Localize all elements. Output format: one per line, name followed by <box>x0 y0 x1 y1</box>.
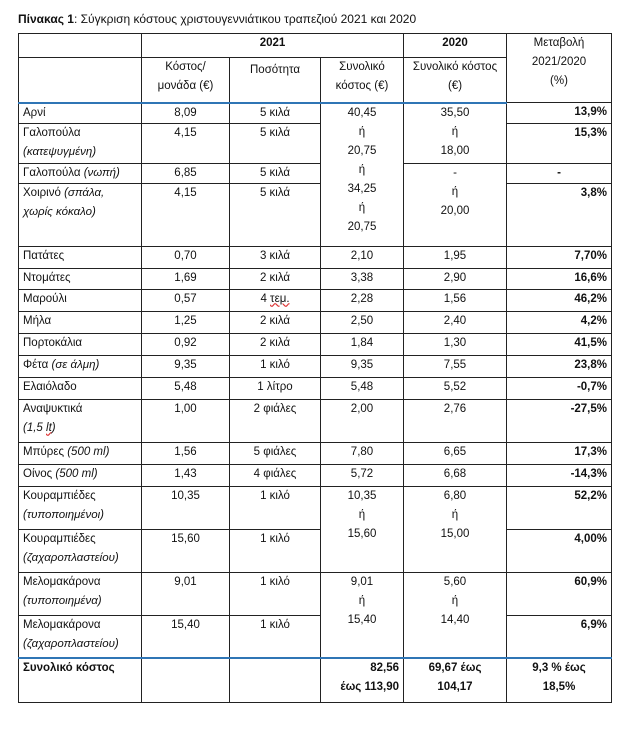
change-value: 6,9% <box>507 615 612 658</box>
kourabiedes-total-2020-value: 15,00 <box>440 527 470 540</box>
item-note: (τυποποιημένα) <box>23 594 102 607</box>
caption-text: : Σύγκριση κόστους χριστουγεννιάτικου τραπεζιού 2021 και 2020 <box>73 12 417 26</box>
item-note: (ζαχαροπλαστείου) <box>23 637 119 650</box>
table-caption <box>18 12 416 26</box>
total-change-line2: 18,5% <box>542 681 576 693</box>
meat-total-2021-value: 34,25 <box>347 182 377 195</box>
item-name: Μπύρες <box>23 445 65 458</box>
quantity: 5 κιλά <box>230 183 321 246</box>
or-word: ή <box>358 201 366 214</box>
total-row <box>19 658 612 702</box>
total-2020-line2: 104,17 <box>437 681 473 693</box>
total-2021: 2,10 <box>321 246 404 268</box>
header-empty-cell <box>19 58 142 103</box>
or-word: ή <box>358 163 366 176</box>
total-2020: 1,30 <box>404 333 507 355</box>
total-2021: 5,48 <box>321 377 404 399</box>
unit-cost: 1,56 <box>142 442 230 464</box>
melomakarona-total-2021-value: 9,01 <box>350 575 374 588</box>
meat-total-2020-value: 18,00 <box>440 144 470 157</box>
header-row-years <box>19 34 612 58</box>
table-row <box>19 486 612 529</box>
item-name-cell <box>19 399 142 442</box>
change-value: 46,2% <box>507 289 612 311</box>
melomakarona-total-2020-value: 5,60 <box>443 575 467 588</box>
table-row <box>19 333 612 355</box>
melomakarona-total-2020-value: 14,40 <box>440 613 470 626</box>
unit-cost: 4,15 <box>142 123 230 163</box>
item-name-cell <box>19 615 142 658</box>
item-note: χωρίς κόκαλο) <box>23 205 96 218</box>
item-note-part: ) <box>51 421 56 434</box>
header-unit-cost-line2: μονάδα (€) <box>157 80 214 92</box>
total-2020: 2,40 <box>404 311 507 333</box>
item-name-cell <box>19 442 142 464</box>
total-2021: 5,72 <box>321 464 404 486</box>
item-name: Μήλα <box>19 311 142 333</box>
item-name-line <box>23 184 137 203</box>
change-value: 15,3% <box>507 123 612 163</box>
quantity: 1 κιλό <box>230 572 321 615</box>
change-value: 4,2% <box>507 311 612 333</box>
table-row <box>19 355 612 377</box>
item-note-part: (1,5 <box>23 421 47 434</box>
item-name: Μαρούλι <box>19 289 142 311</box>
header-total-2020-line1: Συνολικό κόστος <box>412 61 498 73</box>
quantity-unit: τεμ. <box>270 292 290 305</box>
header-total-2020-line2: (€) <box>447 80 463 92</box>
meat-total-2021-value: 40,45 <box>347 106 377 119</box>
change-value: 4,00% <box>507 529 612 572</box>
table-row <box>19 289 612 311</box>
unit-cost: 6,85 <box>142 163 230 183</box>
total-2020: 6,68 <box>404 464 507 486</box>
table-row <box>19 572 612 615</box>
total-2020 <box>404 658 507 702</box>
quantity: 4 φιάλες <box>230 464 321 486</box>
header-change-line2: 2021/2020 <box>531 56 587 68</box>
total-2021: 2,00 <box>321 399 404 442</box>
table-row <box>19 103 612 124</box>
item-name-cell <box>19 572 142 615</box>
unit-cost: 9,01 <box>142 572 230 615</box>
quantity: 1 κιλό <box>230 355 321 377</box>
meat-total-2020-value: 35,50 <box>440 106 470 119</box>
item-name: Γαλοπούλα <box>23 166 81 179</box>
quantity: 1 κιλό <box>230 529 321 572</box>
table-row <box>19 464 612 486</box>
kourabiedes-total-2020 <box>404 486 507 572</box>
total-2021-line1: 82,56 <box>370 662 399 674</box>
total-2021: 1,84 <box>321 333 404 355</box>
item-note <box>23 419 137 438</box>
unit-cost: 1,00 <box>142 399 230 442</box>
item-name: Γαλοπούλα <box>23 126 81 139</box>
unit-cost: 5,48 <box>142 377 230 399</box>
unit-cost: 15,40 <box>142 615 230 658</box>
total-2020: 2,90 <box>404 268 507 289</box>
header-change-line3: (%) <box>550 75 568 87</box>
item-note: (500 ml) <box>55 467 98 480</box>
meat-total-2020-value: 20,00 <box>440 204 470 217</box>
unit-cost: 0,57 <box>142 289 230 311</box>
change-value: 3,8% <box>507 183 612 246</box>
item-name-cell <box>19 123 142 163</box>
unit-cost: 4,15 <box>142 183 230 246</box>
header-change <box>507 34 612 103</box>
total-empty-cell <box>142 658 230 702</box>
melomakarona-total-2021-value: 15,40 <box>347 613 377 626</box>
item-name: Ελαιόλαδο <box>19 377 142 399</box>
item-note: (σπάλα, <box>64 186 105 199</box>
unit-cost: 8,09 <box>142 103 230 124</box>
item-name-cell <box>19 529 142 572</box>
table-row <box>19 442 612 464</box>
header-quantity: Ποσότητα <box>230 58 321 103</box>
quantity: 5 κιλά <box>230 163 321 183</box>
quantity: 5 κιλά <box>230 103 321 124</box>
item-name: Πορτοκάλια <box>19 333 142 355</box>
unit-cost: 1,25 <box>142 311 230 333</box>
item-name-cell <box>19 355 142 377</box>
meat-total-2021 <box>321 103 404 247</box>
item-name: Αρνί <box>19 103 142 124</box>
unit-cost: 1,69 <box>142 268 230 289</box>
meat-total-2021-value: 20,75 <box>347 144 377 157</box>
total-2020: 6,65 <box>404 442 507 464</box>
meat-total-2021-value: 20,75 <box>347 220 377 233</box>
kourabiedes-total-2021-value: 15,60 <box>347 527 377 540</box>
caption-label: Πίνακας 1 <box>18 12 74 26</box>
total-2021: 3,38 <box>321 268 404 289</box>
item-name: Φέτα <box>23 358 49 371</box>
or-word: ή <box>451 125 459 138</box>
table-row <box>19 268 612 289</box>
quantity: 2 κιλά <box>230 333 321 355</box>
or-word: ή <box>358 125 366 138</box>
item-note: (κατεψυγμένη) <box>23 145 97 158</box>
item-name: Πατάτες <box>19 246 142 268</box>
meat-total-2020-value: - <box>453 166 457 179</box>
total-2020: 1,56 <box>404 289 507 311</box>
quantity: 1 λίτρο <box>230 377 321 399</box>
melomakarona-total-2021 <box>321 572 404 658</box>
quantity-cell <box>230 289 321 311</box>
kourabiedes-total-2021 <box>321 486 404 572</box>
item-name-cell <box>19 486 142 529</box>
table-row <box>19 163 612 183</box>
unit-cost: 0,70 <box>142 246 230 268</box>
table-row <box>19 311 612 333</box>
kourabiedes-total-2021-value: 10,35 <box>347 489 377 502</box>
unit-cost: 15,60 <box>142 529 230 572</box>
item-name: Κουραμπιέδες <box>23 489 96 502</box>
table-row <box>19 183 612 246</box>
total-2020: 1,95 <box>404 246 507 268</box>
melomakarona-total-2020 <box>404 572 507 658</box>
item-note: (σε άλμη) <box>51 358 100 371</box>
header-total-2021 <box>321 58 404 103</box>
total-empty-cell <box>230 658 321 702</box>
unit-cost: 9,35 <box>142 355 230 377</box>
header-total-2021-line2: κόστος (€) <box>335 80 389 92</box>
quantity: 2 κιλά <box>230 268 321 289</box>
unit-cost: 0,92 <box>142 333 230 355</box>
cost-comparison-table <box>18 33 612 703</box>
total-2021: 2,50 <box>321 311 404 333</box>
or-word: ή <box>451 508 459 521</box>
unit-cost: 1,43 <box>142 464 230 486</box>
change-value: 16,6% <box>507 268 612 289</box>
quantity: 3 κιλά <box>230 246 321 268</box>
header-empty-cell <box>19 34 142 58</box>
table-row <box>19 246 612 268</box>
table-row <box>19 615 612 658</box>
item-note: (νωπή) <box>83 166 120 179</box>
change-value: 23,8% <box>507 355 612 377</box>
change-value: -0,7% <box>507 377 612 399</box>
total-2020: 2,76 <box>404 399 507 442</box>
item-note: (500 ml) <box>67 445 110 458</box>
kourabiedes-total-2020-value: 6,80 <box>443 489 467 502</box>
or-word: ή <box>451 185 459 198</box>
item-name: Κουραμπιέδες <box>23 532 96 545</box>
or-word: ή <box>358 594 366 607</box>
change-value: 41,5% <box>507 333 612 355</box>
total-2021: 2,28 <box>321 289 404 311</box>
table-row <box>19 399 612 442</box>
total-2021 <box>321 658 404 702</box>
header-total-2021-line1: Συνολικό <box>339 61 385 73</box>
header-unit-cost <box>142 58 230 103</box>
table-row <box>19 123 612 163</box>
meat-total-2020-top <box>404 103 507 164</box>
table-row <box>19 529 612 572</box>
meat-total-2020-bottom <box>404 163 507 246</box>
change-value: 52,2% <box>507 486 612 529</box>
change-value: 60,9% <box>507 572 612 615</box>
change-value: -14,3% <box>507 464 612 486</box>
header-change-line1: Μεταβολή <box>533 37 585 49</box>
total-2021: 9,35 <box>321 355 404 377</box>
change-value: 13,9% <box>507 103 612 124</box>
change-value: 7,70% <box>507 246 612 268</box>
quantity: 2 κιλά <box>230 311 321 333</box>
table-row <box>19 377 612 399</box>
item-note: (ζαχαροπλαστείου) <box>23 551 119 564</box>
item-name: Χοιρινό <box>23 186 61 199</box>
quantity: 1 κιλό <box>230 486 321 529</box>
item-name-cell <box>19 163 142 183</box>
total-2020-line1: 69,67 έως <box>428 662 482 674</box>
total-2021-line2: έως 113,90 <box>340 681 399 693</box>
item-name: Ντομάτες <box>19 268 142 289</box>
unit-cost: 10,35 <box>142 486 230 529</box>
item-name: Αναψυκτικά <box>23 402 83 415</box>
or-word: ή <box>451 594 459 607</box>
quantity-number: 4 <box>260 292 267 305</box>
item-name-cell <box>19 183 142 246</box>
header-year-2020: 2020 <box>404 34 507 58</box>
item-name-cell <box>19 464 142 486</box>
quantity: 5 φιάλες <box>230 442 321 464</box>
item-name: Μελομακάρονα <box>23 575 101 588</box>
quantity: 1 κιλό <box>230 615 321 658</box>
total-2020: 7,55 <box>404 355 507 377</box>
quantity: 2 φιάλες <box>230 399 321 442</box>
item-name: Οίνος <box>23 467 53 480</box>
header-unit-cost-line1: Κόστος/ <box>165 61 206 73</box>
total-2020: 5,52 <box>404 377 507 399</box>
total-label: Συνολικό κόστος <box>19 658 142 702</box>
total-change-line1: 9,3 % έως <box>532 662 586 674</box>
change-value: - <box>507 163 612 183</box>
change-value: -27,5% <box>507 399 612 442</box>
total-change <box>507 658 612 702</box>
header-year-2021: 2021 <box>142 34 404 58</box>
or-word: ή <box>358 508 366 521</box>
change-value: 17,3% <box>507 442 612 464</box>
item-note-unit: lt <box>46 421 52 434</box>
quantity: 5 κιλά <box>230 123 321 163</box>
item-name: Μελομακάρονα <box>23 618 101 631</box>
header-total-2020 <box>404 58 507 103</box>
total-2021: 7,80 <box>321 442 404 464</box>
item-note: (τυποποιημένοι) <box>23 508 104 521</box>
